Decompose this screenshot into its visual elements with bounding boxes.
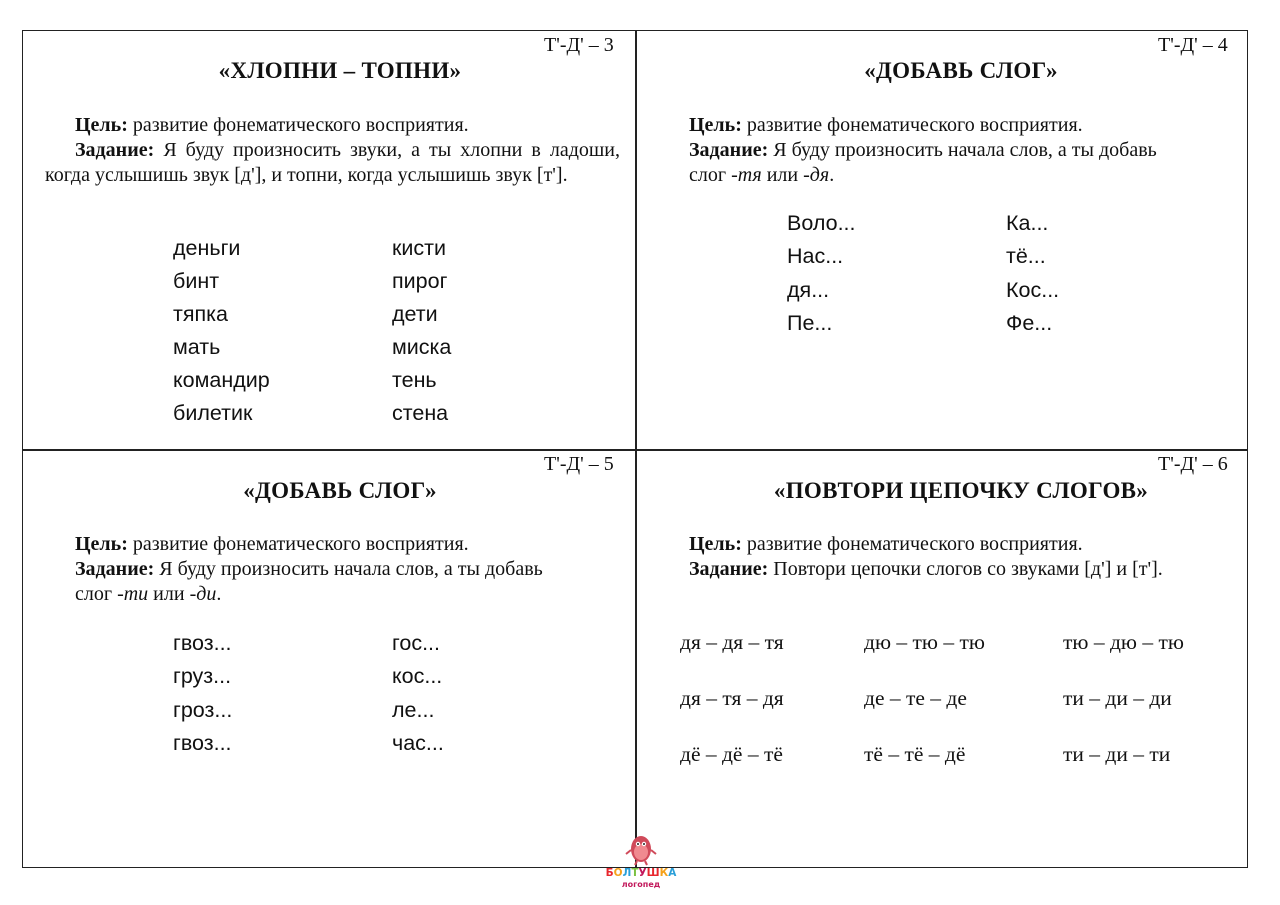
card-goal bbox=[689, 113, 1234, 138]
syllable: -ди bbox=[189, 583, 217, 605]
word-right: пирог bbox=[392, 269, 448, 293]
syllable-chain: ти – ди – ти bbox=[1063, 742, 1171, 766]
word-left: гвоз... bbox=[173, 631, 232, 655]
syllable: -ти bbox=[117, 583, 149, 605]
word-right: кисти bbox=[392, 236, 447, 260]
syllable-chain: тё – тё – дё bbox=[864, 742, 966, 766]
task-text: Повтори цепочки слогов со звуками [д'] и [т']. bbox=[773, 558, 1163, 580]
word-right: гос... bbox=[392, 631, 440, 655]
syllable-chain: де – те – де bbox=[864, 686, 967, 710]
task-text: или bbox=[148, 583, 190, 605]
word-left: Нас... bbox=[787, 244, 844, 268]
task-label: Задание: bbox=[75, 139, 155, 161]
word-right: Кос... bbox=[1006, 278, 1060, 302]
word-left: гвоз... bbox=[173, 731, 232, 755]
syllable-chain: дя – дя – тя bbox=[680, 630, 784, 654]
word-right: стена bbox=[392, 401, 449, 425]
card-title: «ДОБАВЬ СЛОГ» bbox=[243, 478, 437, 503]
card-goal bbox=[75, 113, 620, 138]
card-title: «ДОБАВЬ СЛОГ» bbox=[864, 58, 1058, 83]
card-code: Т'-Д' – 4 bbox=[1158, 34, 1228, 56]
syllable-chain: тю – дю – тю bbox=[1063, 630, 1184, 654]
card-title: «ПОВТОРИ ЦЕПОЧКУ СЛОГОВ» bbox=[773, 478, 1149, 503]
word-right: миска bbox=[392, 335, 452, 359]
card-goal bbox=[75, 532, 620, 557]
word-right: Ка... bbox=[1006, 211, 1049, 235]
goal-text: развитие фонематического восприятия. bbox=[746, 533, 1083, 555]
word-left: Пе... bbox=[787, 311, 833, 335]
word-right: час... bbox=[392, 731, 444, 755]
horizontal-divider bbox=[22, 449, 1248, 451]
task-label: Задание: bbox=[689, 558, 769, 580]
syllable-chain: дё – дё – тё bbox=[680, 742, 783, 766]
task-text: слог bbox=[75, 583, 118, 605]
word-right: ле... bbox=[392, 698, 435, 722]
goal-label: Цель: bbox=[689, 114, 742, 136]
word-left: деньги bbox=[173, 236, 241, 260]
card-task-line2 bbox=[689, 163, 1234, 188]
card-code: Т'-Д' – 3 bbox=[544, 34, 614, 56]
word-left: дя... bbox=[787, 278, 830, 302]
task-label: Задание: bbox=[689, 139, 769, 161]
syllable: -тя bbox=[731, 164, 762, 186]
boltushka-logo bbox=[604, 830, 678, 890]
goal-label: Цель: bbox=[75, 114, 128, 136]
word-right: тень bbox=[392, 368, 437, 392]
goal-label: Цель: bbox=[689, 533, 742, 555]
goal-text: развитие фонематического восприятия. bbox=[132, 114, 469, 136]
task-text: . bbox=[829, 164, 835, 186]
word-left: тяпка bbox=[173, 302, 228, 326]
logo-mascot-icon bbox=[604, 830, 678, 890]
card-code: Т'-Д' – 6 bbox=[1158, 453, 1228, 475]
task-text: или bbox=[761, 164, 804, 186]
card-task bbox=[689, 557, 1234, 582]
word-left: командир bbox=[173, 368, 270, 392]
task-text: слог bbox=[689, 164, 732, 186]
task-text: . bbox=[216, 583, 222, 605]
word-right: тё... bbox=[1006, 244, 1046, 268]
word-left: билетик bbox=[173, 401, 253, 425]
word-left: груз... bbox=[173, 664, 232, 688]
syllable: -дя bbox=[803, 164, 830, 186]
word-right: дети bbox=[392, 302, 438, 326]
goal-text: развитие фонематического восприятия. bbox=[746, 114, 1083, 136]
card-task bbox=[689, 138, 1234, 163]
goal-label: Цель: bbox=[75, 533, 128, 555]
task-text: Я буду произносить начала слов, а ты добавь bbox=[773, 139, 1157, 161]
task-text: Я буду произносить начала слов, а ты добавь bbox=[159, 558, 543, 580]
word-left: Воло... bbox=[787, 211, 856, 235]
syllable-chain: дю – тю – тю bbox=[864, 630, 985, 654]
logo-title: БОЛТУШКА bbox=[605, 867, 677, 879]
syllable-chain: ти – ди – ди bbox=[1063, 686, 1172, 710]
word-right: Фе... bbox=[1006, 311, 1053, 335]
card-title: «ХЛОПНИ – ТОПНИ» bbox=[218, 58, 462, 83]
task-label: Задание: bbox=[75, 558, 155, 580]
word-left: гроз... bbox=[173, 698, 233, 722]
word-right: кос... bbox=[392, 664, 443, 688]
card-task bbox=[45, 138, 620, 188]
word-left: мать bbox=[173, 335, 221, 359]
card-task bbox=[75, 557, 620, 582]
card-code: Т'-Д' – 5 bbox=[544, 453, 614, 475]
task-text: Я буду произносить звуки, а ты хлопни в ладоши, когда услышишь звук [д'], и топни, когда услышишь звук [т']. bbox=[45, 139, 621, 186]
card-task-line2 bbox=[75, 582, 620, 607]
syllable-chain: дя – тя – дя bbox=[680, 686, 784, 710]
goal-text: развитие фонематического восприятия. bbox=[132, 533, 469, 555]
logo-subtitle: логопед bbox=[621, 880, 661, 889]
word-left: бинт bbox=[173, 269, 220, 293]
card-goal bbox=[689, 532, 1234, 557]
